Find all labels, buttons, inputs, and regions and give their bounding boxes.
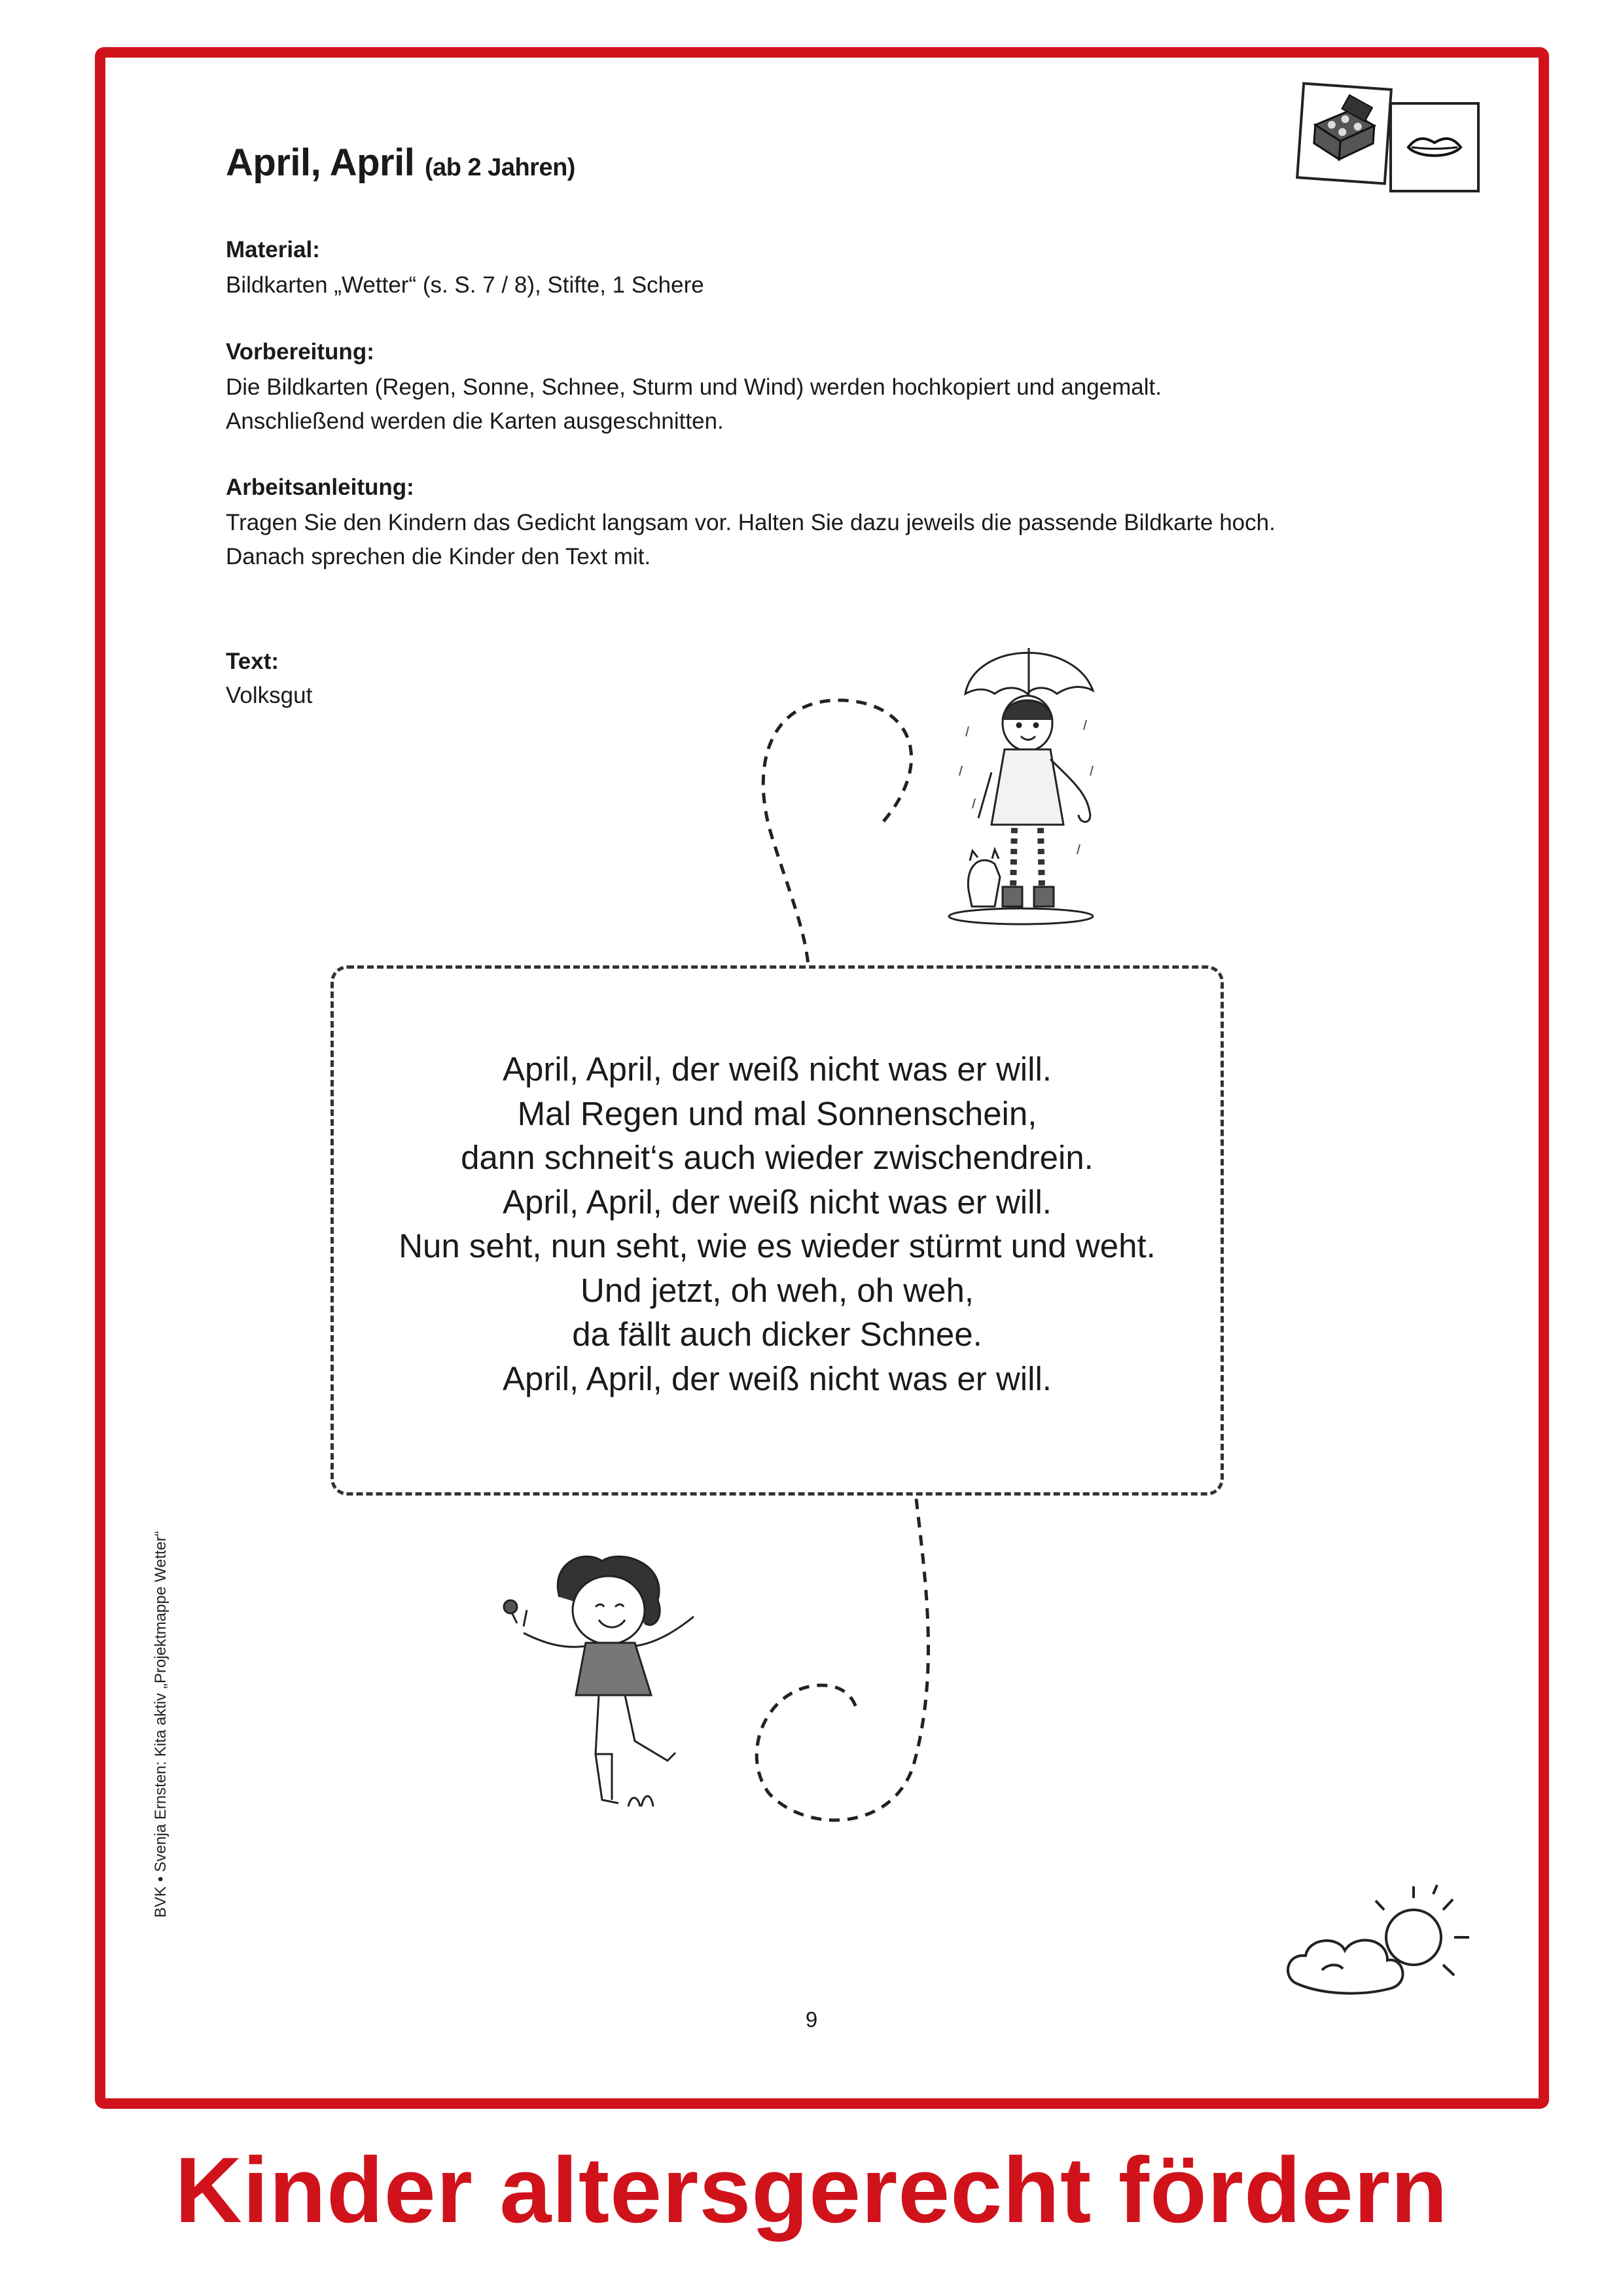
vorbereitung-label: Vorbereitung: [226, 339, 374, 365]
vorbereitung-text: Die Bildkarten (Regen, Sonne, Schnee, Sturm und Wind) werden hochkopiert und angemalt. Anschließend werden die Karten ausgeschnitten. [226, 374, 1162, 434]
poem-line: Und jetzt, oh weh, oh weh, [580, 1271, 974, 1309]
text-source-value: Volksgut [226, 683, 313, 708]
sun-cloud-icon [1283, 1885, 1479, 2016]
poem-box [330, 965, 1224, 1496]
poem-line: April, April, der weiß nicht was er will. [503, 1183, 1052, 1221]
text-source-label: Text: [226, 649, 279, 674]
poem-line: April, April, der weiß nicht was er will. [503, 1359, 1052, 1397]
dancing-girl-illustration [497, 1545, 720, 1846]
material-text: Bildkarten „Wetter“ (s. S. 7 / 8), Stifte, 1 Schere [226, 272, 704, 298]
girl-umbrella-illustration [929, 628, 1126, 929]
poem-line: Nun seht, nun seht, wie es wieder stürmt und weht. [399, 1227, 1156, 1265]
arbeitsanleitung-label: Arbeitsanleitung: [226, 475, 414, 500]
poem-line: da fällt auch dicker Schnee. [572, 1316, 982, 1353]
poem-line: April, April, der weiß nicht was er will. [503, 1050, 1052, 1088]
title-main: April, April [226, 141, 415, 184]
title-age: (ab 2 Jahren) [424, 154, 575, 181]
credit-line: BVK • Svenja Ernsten: Kita aktiv „Projektmappe Wetter“ [152, 1531, 169, 1918]
tagline: Kinder altersgerecht fördern [175, 2138, 1448, 2242]
poem-line: Mal Regen und mal Sonnenschein, [517, 1094, 1037, 1132]
poem [334, 1047, 1221, 1401]
arbeitsanleitung-text: Tragen Sie den Kindern das Gedicht langsam vor. Halten Sie dazu jeweils die passende Bildkarte hoch. Danach sprechen die Kinder den Text mit. [226, 510, 1275, 569]
page-number: 9 [805, 2007, 818, 2032]
poem-line: dann schneit‘s auch wieder zwischendrein. [461, 1139, 1094, 1176]
material-label: Material: [226, 237, 320, 262]
